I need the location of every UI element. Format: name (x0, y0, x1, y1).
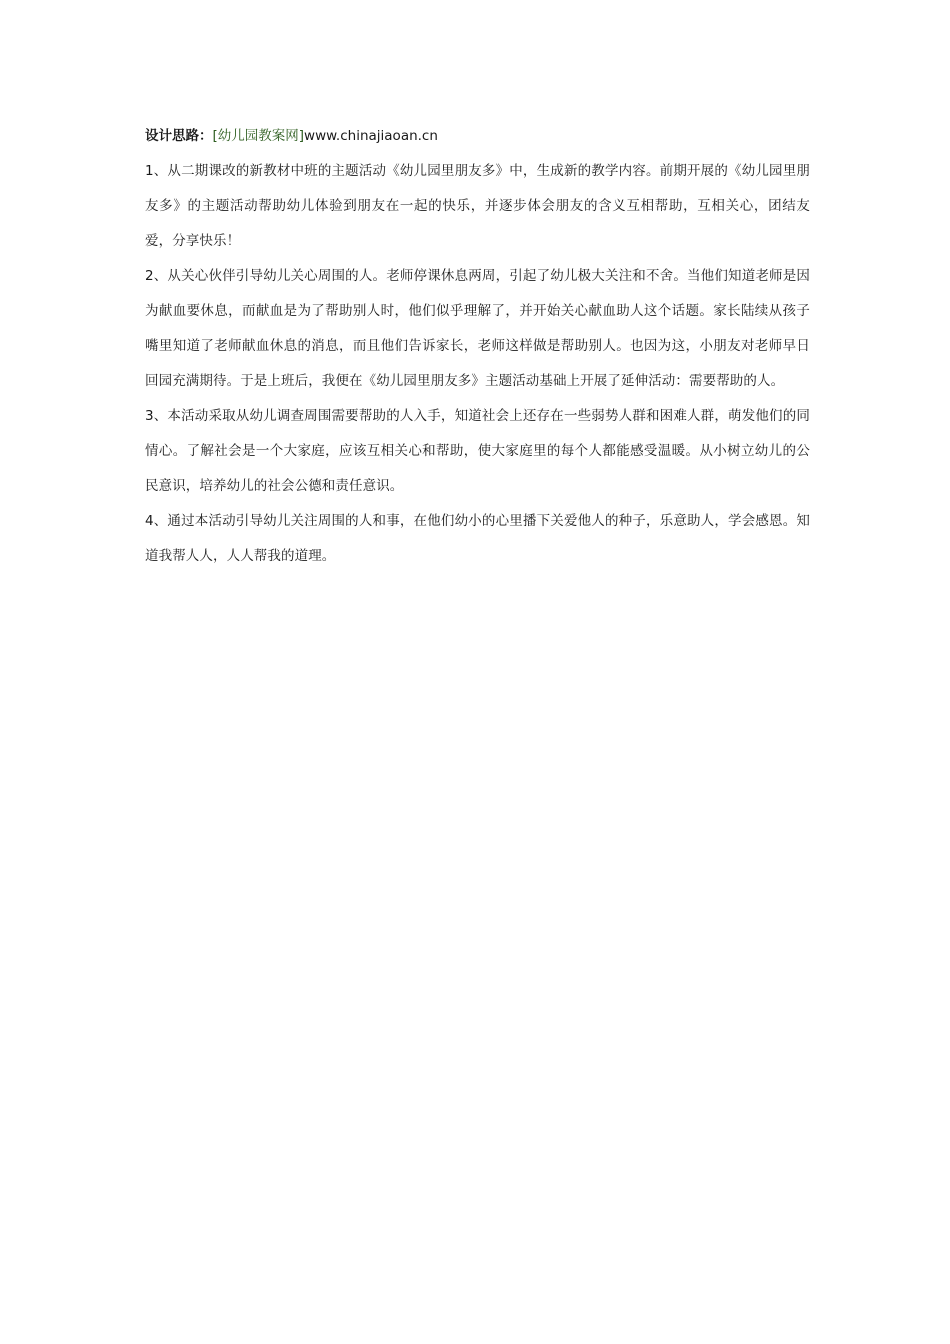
paragraph-2: 2、从关心伙伴引导幼儿关心周围的人。老师停课休息两周，引起了幼儿极大关注和不舍。当他们知道老师是因为献血要休息，而献血是为了帮助别人时，他们似乎理解了，并开始关心献血助人这个话题。家长陆续从孩子嘴里知道了老师献血休息的消息，而且他们告诉家长，老师这样做是帮助别人。也因为这，小朋友对老师早日回园充满期待。于是上班后，我便在《幼儿园里朋友多》主题活动基础上开展了延伸活动：需要帮助的人。 (145, 268, 810, 389)
source-link[interactable] (213, 128, 305, 144)
source-url-text: www.chinajiaoan.cn (304, 128, 438, 144)
source-link-bracket-text: [幼儿园教案网] (212, 128, 305, 144)
paragraph-1: 1、从二期课改的新教材中班的主题活动《幼儿园里朋友多》中，生成新的教学内容。前期开展的《幼儿园里朋友多》的主题活动帮助幼儿体验到朋友在一起的快乐，并逐步体会朋友的含义互相帮助，互相关心，团结友爱，分享快乐！ (145, 163, 810, 249)
paragraph-4: 4、通过本活动引导幼儿关注周围的人和事，在他们幼小的心里播下关爱他人的种子，乐意助人，学会感恩。知道我帮人人，人人帮我的道理。 (145, 513, 810, 564)
design-idea-heading (145, 126, 810, 146)
paragraph-3: 3、本活动采取从幼儿调查周围需要帮助的人入手，知道社会上还存在一些弱势人群和困难人群，萌发他们的同情心。了解社会是一个大家庭，应该互相关心和帮助，使大家庭里的每个人都能感受温暖。从小树立幼儿的公民意识，培养幼儿的社会公德和责任意识。 (145, 408, 810, 494)
heading-label: 设计思路： (145, 128, 213, 144)
document-body (145, 126, 810, 574)
